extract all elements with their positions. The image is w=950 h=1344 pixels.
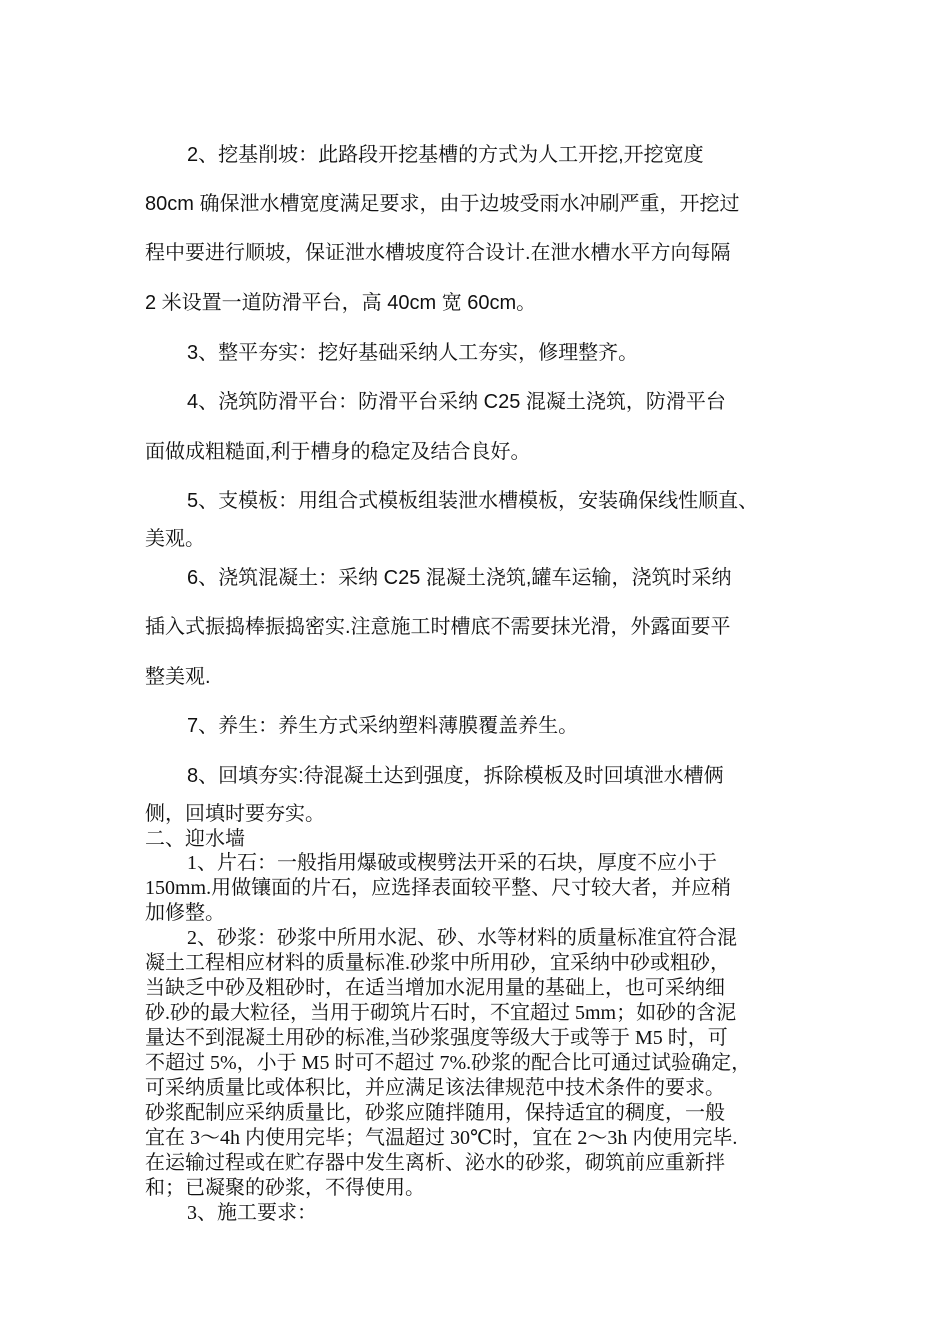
- paragraph-line: 可采纳质量比或体积比，并应满足该法律规范中技术条件的要求。: [145, 1077, 725, 1099]
- paragraph-line: 砂.砂的最大粒径，当用于砌筑片石时，不宜超过 5mm；如砂的含泥: [145, 1002, 737, 1024]
- paragraph-line: 侧，回填时要夯实。: [145, 803, 325, 825]
- paragraph-line: 量达不到混凝土用砂的标准,当砂浆强度等级大于或等于 M5 时，可: [145, 1027, 728, 1049]
- paragraph-line: 不超过 5%，小于 M5 时可不超过 7%.砂浆的配合比可通过试验确定，: [145, 1052, 752, 1074]
- paragraph-line: 5、支模板：用组合式模板组装泄水槽模板，安装确保线性顺直、: [187, 490, 759, 512]
- paragraph-line: 凝土工程相应材料的质量标准.砂浆中所用砂，宜采纳中砂或粗砂，: [145, 952, 730, 974]
- paragraph-line: 150mm.用做镶面的片石，应选择表面较平整、尺寸较大者，并应稍: [145, 877, 732, 899]
- paragraph-line: 宜在 3～4h 内使用完毕；气温超过 30℃时，宜在 2～3h 内使用完毕.: [145, 1127, 738, 1149]
- paragraph-line: 2、挖基削坡：此路段开挖基槽的方式为人工开挖,开挖宽度: [187, 144, 704, 166]
- paragraph-line: 3、施工要求：: [187, 1202, 317, 1224]
- paragraph-line: 2 米设置一道防滑平台，高 40cm 宽 60cm。: [145, 292, 537, 314]
- paragraph-line: 美观。: [145, 528, 205, 550]
- paragraph-line: 面做成粗糙面,利于槽身的稳定及结合良好。: [145, 441, 531, 463]
- paragraph-line: 加修整。: [145, 902, 225, 924]
- paragraph-line: 2、砂浆：砂浆中所用水泥、砂、水等材料的质量标准宜符合混: [187, 927, 737, 949]
- paragraph-line: 插入式振捣棒振捣密实.注意施工时槽底不需要抹光滑，外露面要平: [145, 616, 731, 638]
- section-heading: 二、迎水墙: [145, 828, 245, 850]
- paragraph-line: 在运输过程或在贮存器中发生离析、泌水的砂浆，砌筑前应重新拌: [145, 1152, 725, 1174]
- paragraph-line: 整美观.: [145, 666, 211, 688]
- paragraph-line: 当缺乏中砂及粗砂时，在适当增加水泥用量的基础上，也可采纳细: [145, 977, 725, 999]
- paragraph-line: 和；已凝聚的砂浆，不得使用。: [145, 1177, 425, 1199]
- paragraph-line: 砂浆配制应采纳质量比，砂浆应随拌随用，保持适宜的稠度，一般: [145, 1102, 725, 1124]
- paragraph-line: 8、回填夯实:待混凝土达到强度，拆除模板及时回填泄水槽俩: [187, 765, 724, 787]
- paragraph-line: 3、整平夯实：挖好基础采纳人工夯实，修理整齐。: [187, 342, 639, 364]
- paragraph-line: 程中要进行顺坡，保证泄水槽坡度符合设计.在泄水槽水平方向每隔: [145, 242, 731, 264]
- paragraph-line: 80cm 确保泄水槽宽度满足要求，由于边坡受雨水冲刷严重，开挖过: [145, 193, 740, 215]
- paragraph-line: 4、浇筑防滑平台：防滑平台采纳 C25 混凝土浇筑，防滑平台: [187, 391, 726, 413]
- paragraph-line: 7、养生：养生方式采纳塑料薄膜覆盖养生。: [187, 715, 579, 737]
- paragraph-line: 6、浇筑混凝土：采纳 C25 混凝土浇筑,罐车运输，浇筑时采纳: [187, 567, 732, 589]
- paragraph-line: 1、片石：一般指用爆破或楔劈法开采的石块，厚度不应小于: [187, 852, 717, 874]
